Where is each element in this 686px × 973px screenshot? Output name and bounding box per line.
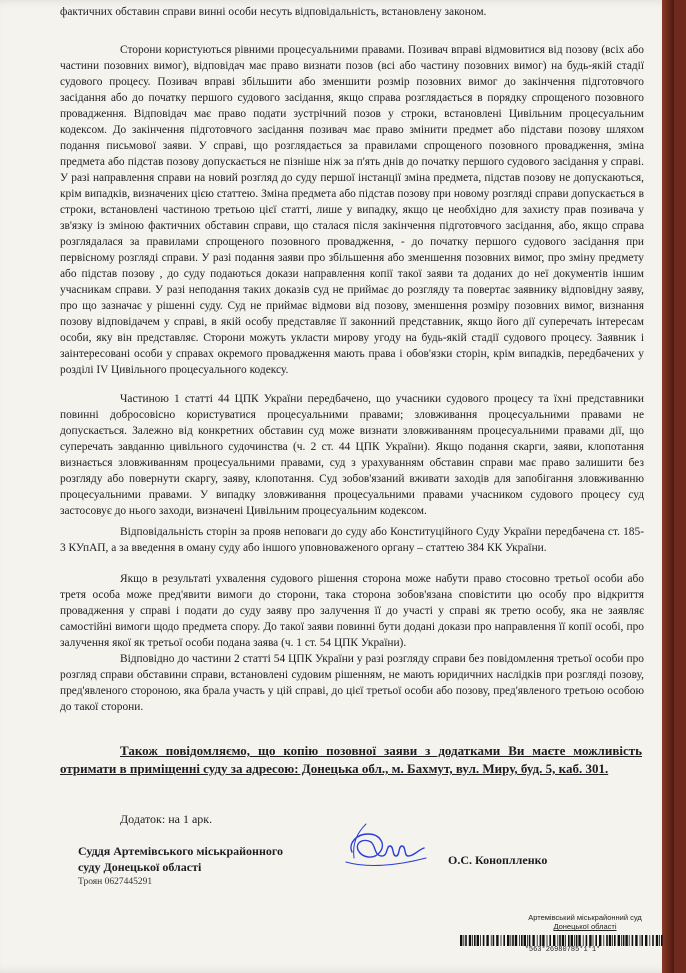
barcode-bar — [645, 935, 647, 946]
barcode-bar — [557, 935, 558, 946]
paragraph-text: Частиною 1 статті 44 ЦПК України передбачено, що учасники судового процесу та їхні представники повинні добросовісно користуватися процесуальними правами; зловживання процесуальними правами не допускається. Залежно від конкретних обставин суд може визнати зловживанням процесуальними правами дії, що суперечать завданню цивільного судочинства (ч. 2 ст. 44 ЦПК України). Якщо подання скарги, заяви, клопотання визнається зловживанням процесуальними правами, суд з урахуванням обставин справи має право залишити без розгляду або повернути скаргу, заяву, клопотання. Суд зобов'язаний вживати заходів для запобігання зловживанню процесуальними правами. У випадку зловживання процесуальними правами учасником судового процесу суд застосовує до нього заходи, визначені Цивільним процесуальним кодексом. — [60, 393, 644, 517]
barcode-bar — [635, 935, 637, 946]
barcode-bar — [465, 935, 467, 946]
notice-copy-availability: Також повідомляємо, що копію позовної заяви з додатками Ви маєте можливість отримати в приміщенні суду за адресою: Донецька обл., м. Бахмут, вул. Миру, буд. 5, каб. 301. — [60, 743, 642, 776]
barcode-bar — [574, 935, 575, 946]
barcode-bar — [474, 935, 476, 946]
barcode-bar — [649, 935, 650, 946]
paragraph-text: Відповідно до частини 2 статті 54 ЦПК України у разі розгляду справи без повідомлення третьої особи про розгляд справи обставини справи, встановлені судовим рішенням, не мають юридичних наслідків при розгляді позову, пред'явленого стороною, яка брала участь у цій справі, до цієї третьої особи або позову, пред'явленого третьою особою до такої сторони. — [60, 653, 644, 713]
barcode-bar — [491, 935, 492, 946]
barcode-bar — [621, 935, 622, 946]
phone-number: Троян 0627445291 — [78, 877, 153, 887]
barcode-bar — [599, 935, 601, 946]
barcode-bar — [612, 935, 613, 946]
barcode-number: *563*26980785*1*1* — [524, 946, 601, 954]
barcode-bar — [618, 935, 620, 946]
barcode-bar — [542, 935, 544, 946]
barcode-bar — [609, 935, 611, 946]
paragraph-liability — [60, 524, 644, 556]
barcode-bar — [595, 935, 597, 946]
barcode-bar — [515, 935, 517, 946]
barcode-bar — [480, 935, 481, 946]
barcode-bar — [629, 935, 630, 946]
paragraph-third-party — [60, 571, 644, 651]
stamp-line: Артемівський міськрайонний суд — [528, 913, 642, 922]
barcode-bar — [614, 935, 616, 946]
barcode-bar — [576, 935, 578, 946]
barcode-bar — [656, 935, 658, 946]
barcode-bar — [521, 935, 523, 946]
paragraph-text: Сторони користуються рівними процесуальними правами. Позивач вправі відмовитися від позову (всіх або частини позовних вимог), відповідач має право визнати позов (всі або частину позовних вимог) на будь-якій стадії судового процесу. Позивач вправі збільшити або зменшити розмір позовних вимог до закінчення підготовчого засідання або до початку першого судового засідання, якщо справа розглядається в порядку спрощеного позовного провадження. Відповідач має право подати зустрічний позов у строки, встановлені Цивільним процесуальним кодексом. До закінчення підготовчого засідання позивач має право змінити предмет або підстави позову шляхом подання письмової заяви. У справі, що розглядається за правилами спрощеного позовного провадження, зміна предмета або підстав позову допускається не пізніше ніж за п'ять днів до початку першого судового засідання у справі. У разі направлення справи на новий розгляд до суду першої інстанції зміна предмета, підстав позову не допускаються, крім випадків, визначених цією статтею. Зміна предмета або підстав позову при новому розгляді справи допускається в строки, встановлені частиною третьою цієї статті, лише у випадку, якщо це необхідно для захисту прав позивача у зв'язку із зміною фактичних обставин справи, що сталася після закінчення підготовчого засідання, або, якщо справа розглядалася за правилами спрощеного позовного провадження, - до початку першого судового засідання при первісному розгляді справи. У разі подання заяви про збільшення або зменшення позовних вимог, про зміну предмету або підстав позову , до суду подаються докази направлення копії такої заяви та доданих до неї документів іншим учасникам справи. У разі неподання таких доказів суд не приймає до розгляду та повертає заявнику відповідну заяву, про що зазначає у рішенні суду. Суд не приймає відмови від позову, зменшення розміру позовних вимог, визнання позову відповідачем у справі, в якій особу представляє її законний представник, якщо його дії суперечать інтересам особи, яку він представляє. Сторони можуть укласти мирову угоду на будь-якій стадії судового процесу. Заявник і заінтересовані особи у справах окремого провадження мають права і обов'язки сторін, крім випадків, передбачених у розділі IV Цивільного процесуального кодексу. — [60, 44, 644, 376]
barcode-bar — [501, 935, 502, 946]
barcode-bar — [503, 935, 505, 946]
barcode-bar — [512, 935, 514, 946]
paragraph-article-54 — [60, 651, 644, 715]
judge-title — [78, 843, 283, 875]
barcode-bar — [652, 935, 654, 946]
barcode-bar — [486, 935, 488, 946]
barcode-bar — [547, 935, 548, 946]
barcode-bar — [549, 935, 551, 946]
barcode-bar — [540, 935, 542, 946]
page-edge — [662, 0, 674, 973]
barcode-bar — [529, 935, 531, 946]
barcode-bar — [625, 935, 627, 946]
barcode-bar — [559, 935, 561, 946]
barcode-bar — [586, 935, 588, 946]
barcode-bar — [537, 935, 538, 946]
barcode-bar — [640, 935, 641, 946]
barcode-bar — [553, 935, 555, 946]
barcode-bar — [641, 935, 643, 946]
barcode-bar — [593, 935, 594, 946]
barcode-bar — [589, 935, 591, 946]
paragraph-intro — [60, 4, 644, 20]
barcode-bar — [659, 935, 660, 946]
barcode-bar — [477, 935, 479, 946]
judge-title-line: Суддя Артемівського міськрайонного — [78, 844, 284, 858]
barcode-bar — [565, 935, 566, 946]
barcode-bar — [493, 935, 495, 946]
barcode-bar — [568, 935, 570, 946]
barcode-bar — [661, 935, 663, 946]
paragraph-text: Відповідальність сторін за прояв неповаги до суду або Конституційного Суду України передбачена ст. 185-3 КУпАП, а за введення в оману суду або іншого уповноваженого органу – статтею 384 КК України. — [60, 526, 644, 554]
barcode-bar — [532, 935, 534, 946]
barcode-bar — [472, 935, 473, 946]
barcode-bar — [510, 935, 511, 946]
paragraph-article-44 — [60, 391, 644, 519]
barcode-bar — [524, 935, 526, 946]
stamp-line: Донецької області — [553, 922, 617, 931]
barcode-bar — [483, 935, 485, 946]
paragraph-text: Якщо в результаті ухвалення судового рішення сторона може набути право стосовно третьої особи або третя особа може пред'явити вимоги до сторони, така сторона зобов'язана сповістити цю особу про відкриття провадження у справі і подати до суду заяву про залучення її до участі у справі як третю особу, яка не заявляє самостійні вимоги щодо предмета спору. До такої заяви повинні бути додані докази про направлення її копії особі, про залучення якої як третьої особи подана заява (ч. 1 ст. 54 ЦПК України). — [60, 573, 644, 649]
paragraph-procedural-rights — [60, 42, 644, 378]
barcode-bar — [507, 935, 509, 946]
barcode-bar — [460, 935, 462, 946]
barcode-image — [460, 935, 665, 946]
barcode-bar — [527, 935, 528, 946]
barcode-bar — [463, 935, 464, 946]
barcode-bar — [519, 935, 520, 946]
barcode-bar — [562, 935, 564, 946]
barcode-bar — [469, 935, 471, 946]
judge-name: О.С. Коноплленко — [448, 853, 548, 867]
barcode-bar — [623, 935, 625, 946]
signature-image — [338, 818, 433, 878]
barcode-bar — [578, 935, 580, 946]
barcode-bar — [606, 935, 608, 946]
barcode-bar — [571, 935, 573, 946]
judge-title-line: суду Донецької області — [78, 860, 202, 874]
paragraph-text: фактичних обставин справи винні особи несуть відповідальність, встановлену законом. — [60, 6, 487, 18]
barcode-bar — [496, 935, 498, 946]
attachment-note: Додаток: на 1 арк. — [120, 812, 213, 826]
barcode-bar — [632, 935, 634, 946]
court-stamp — [500, 913, 670, 931]
barcode-bar — [603, 935, 604, 946]
barcode-bar — [583, 935, 584, 946]
